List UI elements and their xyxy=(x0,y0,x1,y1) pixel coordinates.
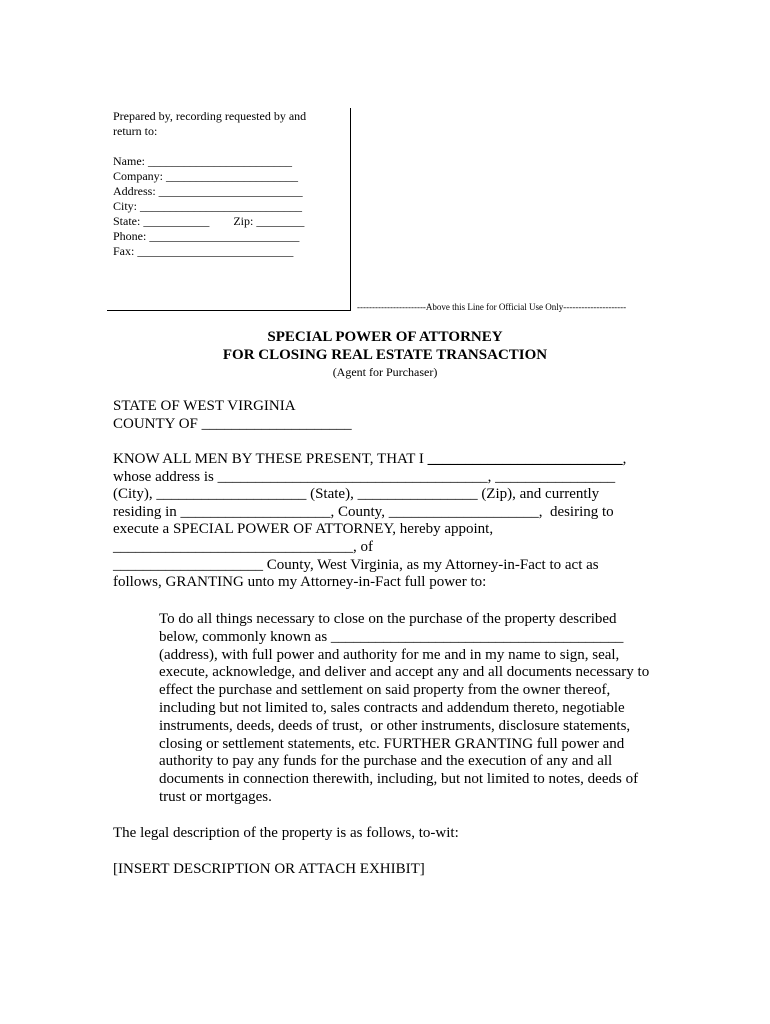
county-line: COUNTY OF ____________________ xyxy=(113,415,352,432)
powers-line: authority to pay any funds for the purchase and the execution of any and all xyxy=(159,753,613,770)
powers-line: effect the purchase and settlement on said property from the owner thereof, xyxy=(159,682,611,699)
phone-field: Phone: _________________________ xyxy=(113,229,300,243)
powers-paragraph xyxy=(159,611,649,807)
appointee-line: ________________________________, of xyxy=(113,538,373,555)
know-all-men-text: KNOW ALL MEN BY THESE PRESENT, THAT I xyxy=(113,451,428,467)
insert-description-line: [INSERT DESCRIPTION OR ATTACH EXHIBIT] xyxy=(113,861,425,877)
address-line: whose address is ____________________________________, ________________ xyxy=(113,468,616,485)
powers-line: closing or settlement statements, etc. FURTHER GRANTING full power and xyxy=(159,735,625,752)
county-attorney-line: ____________________ County, West Virginia, as my Attorney-in-Fact to act as xyxy=(113,556,599,573)
header-divider-vertical xyxy=(350,108,351,311)
document-title-line-2: FOR CLOSING REAL ESTATE TRANSACTION xyxy=(222,347,548,363)
header-divider-horizontal xyxy=(107,310,351,311)
state-zip-field: State: ___________ Zip: ________ xyxy=(113,214,305,228)
legal-description-line: The legal description of the property is as follows, to-wit: xyxy=(113,825,459,841)
powers-line: execute, acknowledge, and deliver and accept any and all documents necessary to xyxy=(159,664,650,681)
address-field: Address: ________________________ xyxy=(113,184,303,198)
granting-line: follows, GRANTING unto my Attorney-in-Fact full power to: xyxy=(113,574,487,591)
know-all-men-line xyxy=(113,451,626,469)
powers-line: To do all things necessary to close on the purchase of the property described xyxy=(159,611,617,627)
powers-line: including but not limited to, sales contracts and addendum thereto, negotiable xyxy=(159,699,625,716)
return-to-block xyxy=(113,109,306,259)
powers-line: (address), with full power and authority for me and in my name to sign, seal, xyxy=(159,646,620,663)
name-field: Name: ________________________ xyxy=(113,154,292,168)
powers-line: instruments, deeds, deeds of trust, or other instruments, disclosure statements, xyxy=(159,717,631,734)
prepared-by-line-2: return to: xyxy=(113,124,158,138)
residing-line: residing in ____________________, County, ____________________, desiring to xyxy=(113,503,614,520)
execute-line: execute a SPECIAL POWER OF ATTORNEY, hereby appoint, xyxy=(113,521,494,538)
fax-field: Fax: __________________________ xyxy=(113,244,294,258)
powers-line: below, commonly known as _______________________________________ xyxy=(159,628,624,645)
prepared-by-line-1: Prepared by, recording requested by and xyxy=(113,109,307,123)
know-all-men-comma: , xyxy=(622,451,627,467)
principal-name-blank: __________________________ xyxy=(427,451,623,467)
powers-line: documents in connection therewith, including, but not limited to notes, deeds of xyxy=(159,771,639,788)
city-state-zip-line: (City), ____________________ (State), ________________ (Zip), and currently xyxy=(113,486,600,503)
grantor-paragraph xyxy=(113,451,626,592)
state-county-block xyxy=(113,398,352,433)
company-field: Company: ______________________ xyxy=(113,169,298,183)
state-line: STATE OF WEST VIRGINIA xyxy=(113,398,296,414)
official-use-line: -----------------------Above this Line for Official Use Only--------------------- xyxy=(357,302,627,312)
document-title-line-1: SPECIAL POWER OF ATTORNEY xyxy=(267,329,503,345)
powers-line: trust or mortgages. xyxy=(159,788,272,805)
document-subtitle: (Agent for Purchaser) xyxy=(332,365,438,379)
city-field: City: ___________________________ xyxy=(113,199,303,213)
